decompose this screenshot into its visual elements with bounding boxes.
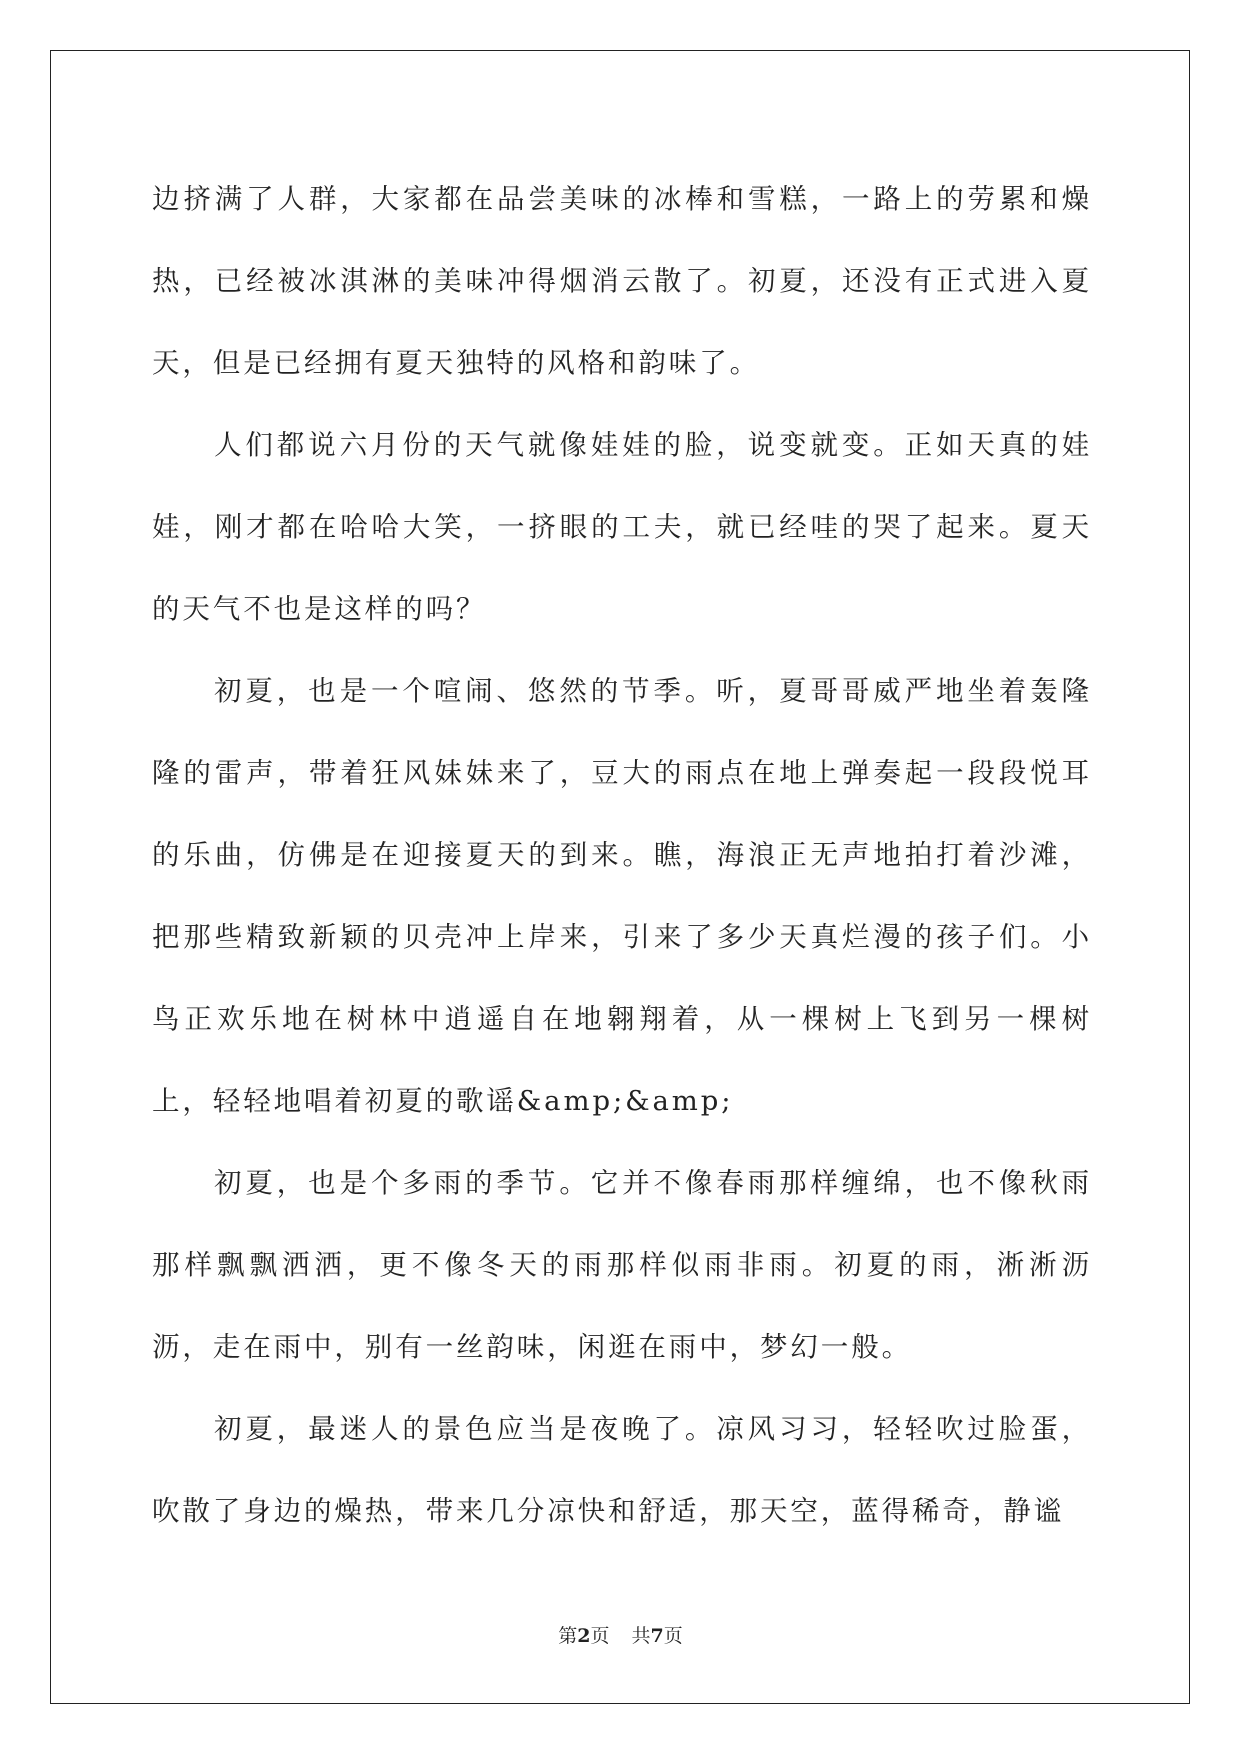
paragraph-2: 人们都说六月份的天气就像娃娃的脸，说变就变。正如天真的娃娃，刚才都在哈哈大笑，一挤眼的工夫，就已经哇的哭了起来。夏天的天气不也是这样的吗？ — [152, 429, 1092, 625]
paragraph-3: 初夏，也是一个喧闹、悠然的节季。听，夏哥哥威严地坐着轰隆隆的雷声，带着狂风妹妹来了，豆大的雨点在地上弹奏起一段段悦耳的乐曲，仿佛是在迎接夏天的到来。瞧，海浪正无声地拍打着沙滩，把那些精致新颖的贝壳冲上岸来，引来了多少天真烂漫的孩子们。小鸟正欢乐地在树林中逍遥自在地翱翔着，从一棵树上飞到另一棵树上，轻轻地唱着初夏的歌谣&amp;&amp; — [152, 675, 1092, 1117]
paragraph-4: 初夏，也是个多雨的季节。它并不像春雨那样缠绵，也不像秋雨那样飘飘洒洒，更不像冬天的雨那样似雨非雨。初夏的雨，淅淅沥沥，走在雨中，别有一丝韵味，闲逛在雨中，梦幻一般。 — [152, 1167, 1092, 1363]
page-footer — [0, 1621, 1241, 1648]
paragraph-1: 边挤满了人群，大家都在品尝美味的冰棒和雪糕，一路上的劳累和燥热，已经被冰淇淋的美味冲得烟消云散了。初夏，还没有正式进入夏天，但是已经拥有夏天独特的风格和韵味了。 — [152, 183, 1092, 379]
total-label-prefix: 共 — [631, 1625, 651, 1647]
total-page-number: 7 — [650, 1625, 664, 1647]
paragraph-5: 初夏，最迷人的景色应当是夜晚了。凉风习习，轻轻吹过脸蛋，吹散了身边的燥热，带来几分凉快和舒适，那天空，蓝得稀奇，静谧 — [152, 1413, 1092, 1527]
current-page-number: 2 — [577, 1625, 591, 1647]
document-body — [152, 158, 1092, 1552]
page-label-prefix: 第 — [558, 1625, 578, 1647]
total-label-suffix: 页 — [663, 1625, 683, 1647]
page-label-suffix: 页 — [590, 1625, 610, 1647]
